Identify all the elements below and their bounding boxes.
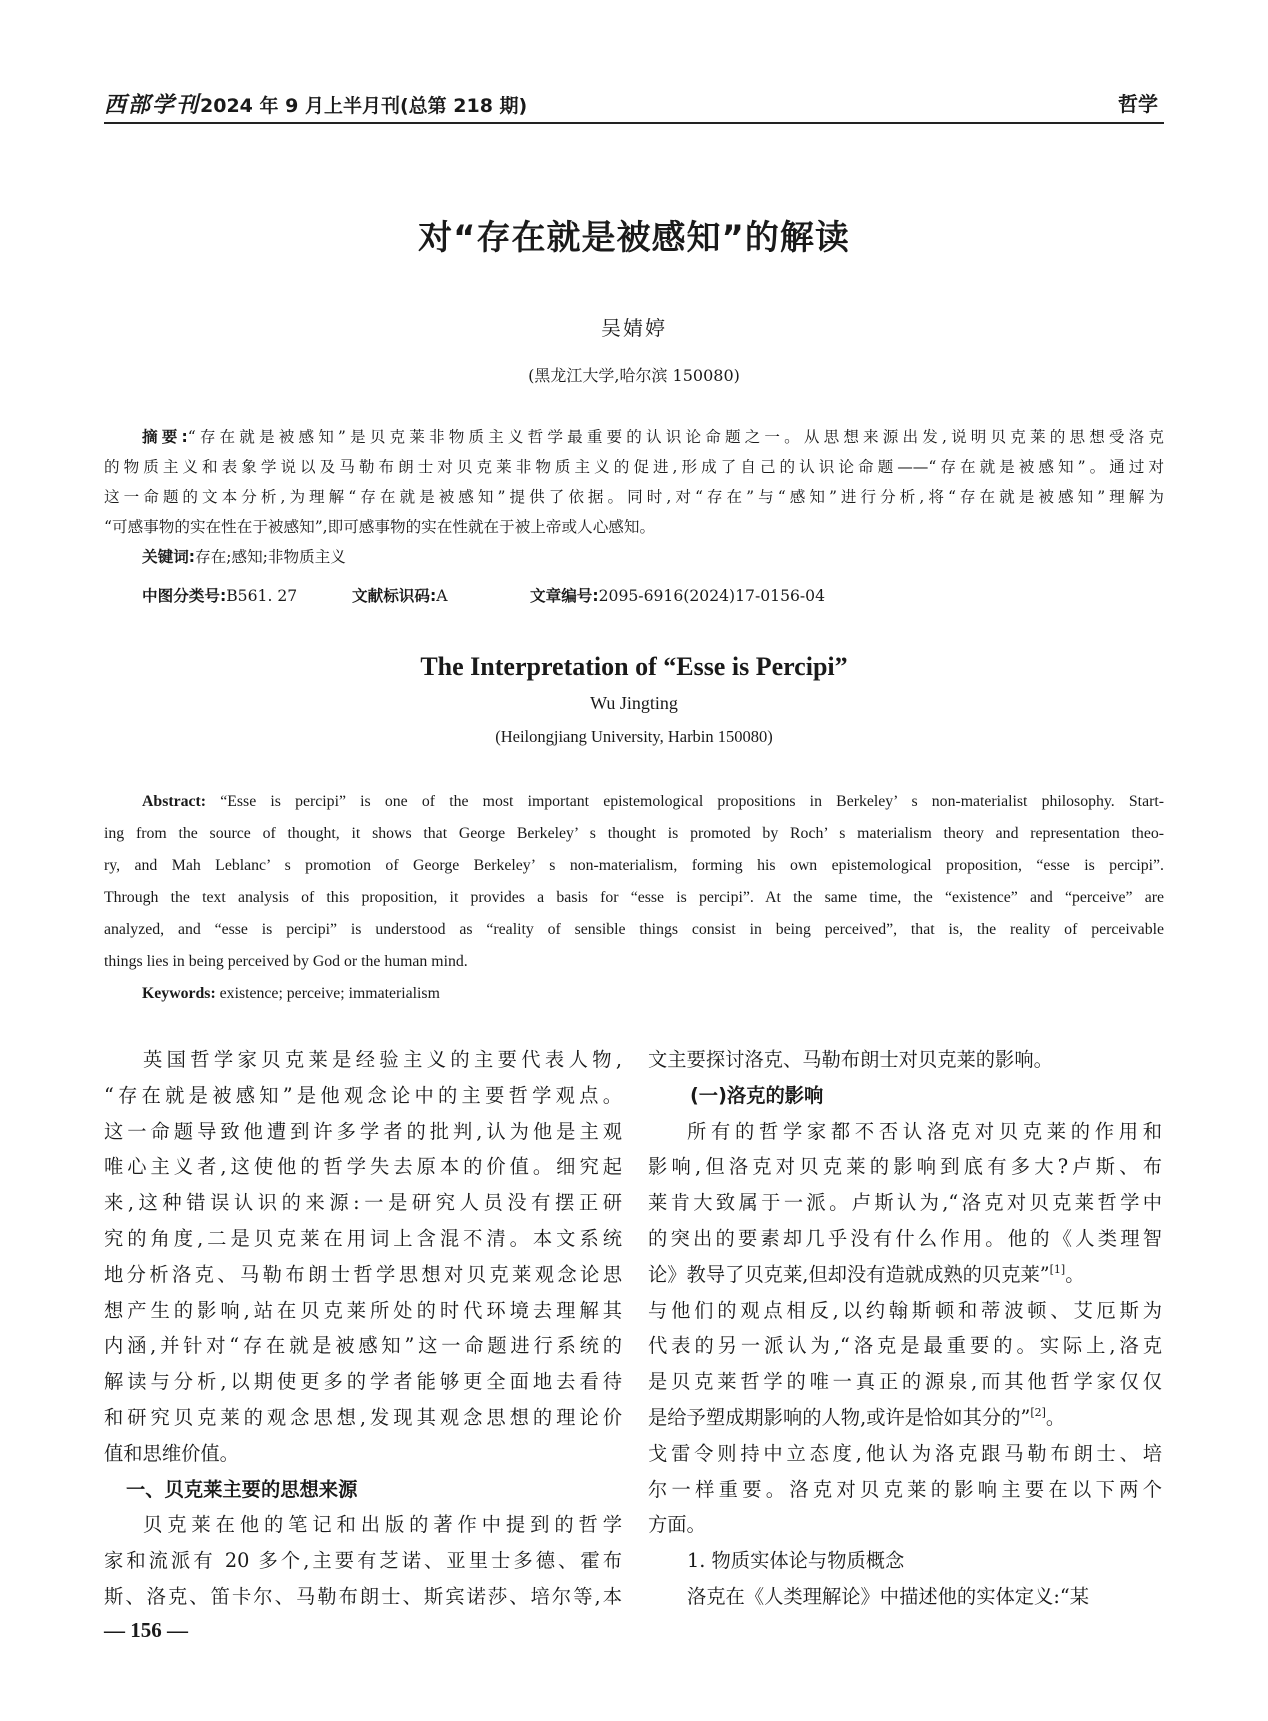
abstract-en-line: Through the text analysis of this proposition, it provides a basis for “esse is percipi”. At the same time, the “existence” and “perceive” are <box>104 889 1164 906</box>
abstract-en-line: Abstract: “Esse is percipi” is one of the most important epistemological propositions in Berkeley’ s non-materialist philosophy. Start- <box>142 793 1164 810</box>
abstract-en-line: things lies in being perceived by God or the human mind. <box>104 953 468 970</box>
page-number: — 156 — <box>104 1618 188 1642</box>
abstract-cn-label: 摘要: <box>142 428 188 446</box>
document-code: A <box>436 587 448 605</box>
body-line: 和研究贝克莱的观念思想,发现其观念思想的理论价 <box>104 1405 622 1429</box>
keywords-cn-value: 存在;感知;非物质主义 <box>195 548 346 566</box>
abstract-en-line: analyzed, and “esse is percipi” is understood as “reality of sensible things consist in being perceived”, that is, the reality of perceivable <box>104 921 1164 938</box>
body-line: 代表的另一派认为,“洛克是最重要的。实际上,洛克 <box>648 1334 1162 1358</box>
keywords-en-value: existence; perceive; immaterialism <box>219 985 440 1002</box>
affiliation-en: (Heilongjiang University, Harbin 150080) <box>495 727 773 746</box>
body-line: 是给予塑成期影响的人物,或许是恰如其分的”[2]。 <box>648 1405 1066 1429</box>
article-title-en: The Interpretation of “Esse is Percipi” <box>420 652 848 681</box>
keywords-en-label: Keywords: <box>142 985 216 1002</box>
abstract-en-label: Abstract: <box>142 793 207 810</box>
citation[interactable]: [2] <box>1030 1405 1046 1419</box>
body-line: 是贝克莱哲学的唯一真正的源泉,而其他哲学家仅仅 <box>648 1370 1162 1394</box>
body-line: 所有的哲学家都不否认洛克对贝克莱的作用和 <box>687 1119 1162 1143</box>
body-line: 贝克莱在他的笔记和出版的著作中提到的哲学 <box>143 1513 622 1537</box>
body-line: 地分析洛克、马勒布朗士哲学思想对贝克莱观念论思 <box>104 1262 622 1286</box>
body-line: 想产生的影响,站在贝克莱所处的时代环境去理解其 <box>104 1298 622 1322</box>
body-line: 内涵,并针对“存在就是被感知”这一命题进行系统的 <box>104 1334 622 1358</box>
body-line: 戈雷令则持中立态度,他认为洛克跟马勒布朗士、培 <box>648 1441 1162 1465</box>
body-line: 的突出的要素却几乎没有什么作用。他的《人类理智 <box>648 1226 1162 1250</box>
body-line: 影响,但洛克对贝克莱的影响到底有多大?卢斯、布 <box>648 1155 1162 1179</box>
section-label: 哲学 <box>1118 92 1158 116</box>
article-number: 2095-6916(2024)17-0156-04 <box>598 587 826 605</box>
keywords-cn <box>104 542 1164 572</box>
abstract-cn-line: “可感事物的实在性在于被感知”,即可感事物的实在性就在于被上帝或人心感知。 <box>104 518 656 536</box>
body-line: 唯心主义者,这使他的哲学失去原本的价值。细究起 <box>104 1155 622 1179</box>
body-line: “存在就是被感知”是他观念论中的主要哲学观点。 <box>104 1083 622 1107</box>
abstract-cn-line: 摘要:“存在就是被感知”是贝克莱非物质主义哲学最重要的认识论命题之一。从思想来源出发,说明贝克莱的思想受洛克 <box>142 428 1164 446</box>
classification-row: 中图分类号:B561. 27 文献标识码:A 文章编号:2095-6916(2024)17-0156-04 <box>142 587 826 605</box>
subsection-heading: (一)洛克的影响 <box>690 1083 824 1107</box>
abstract-cn-line: 的物质主义和表象学说以及马勒布朗士对贝克莱非物质主义的促进,形成了自己的认识论命题——“存在就是被感知”。通过对 <box>104 458 1164 476</box>
keywords-en <box>104 978 1164 1010</box>
body-line: 英国哲学家贝克莱是经验主义的主要代表人物, <box>143 1048 622 1071</box>
body-column-left <box>104 1042 622 1615</box>
body-line: 方面。 <box>648 1513 706 1537</box>
citation[interactable]: [1] <box>1049 1262 1066 1276</box>
affiliation-cn: (黑龙江大学,哈尔滨 150080) <box>528 366 740 385</box>
abstract-cn-line: 这一命题的文本分析,为理解“存在就是被感知”提供了依据。同时,对“存在”与“感知”进行分析,将“存在就是被感知”理解为 <box>104 488 1164 506</box>
section-heading: 一、贝克莱主要的思想来源 <box>126 1477 358 1501</box>
body-line: 文主要探讨洛克、马勒布朗士对贝克莱的影响。 <box>648 1048 1053 1071</box>
body-line: 家和流派有 20 多个,主要有芝诺、亚里士多德、霍布 <box>104 1549 622 1573</box>
body-line: 洛克在《人类理解论》中描述他的实体定义:“某 <box>687 1584 1089 1608</box>
author-en: Wu Jingting <box>590 693 678 713</box>
abstract-en-line: ry, and Mah Leblanc’ s promotion of George Berkeley’ s non-materialism, forming his own epistemological proposition, “esse is percipi”. <box>104 857 1164 874</box>
body-line: 究的角度,二是贝克莱在用词上含混不清。本文系统 <box>104 1226 622 1250</box>
body-line: 尔一样重要。洛克对贝克莱的影响主要在以下两个 <box>648 1477 1162 1501</box>
body-line: 论》教导了贝克莱,但却没有造就成熟的贝克莱”[1]。 <box>648 1262 1085 1286</box>
author-cn: 吴婧婷 <box>601 316 667 340</box>
abstract-cn <box>104 422 1164 572</box>
keywords-cn-label: 关键词: <box>142 548 196 566</box>
journal-logo: 西部学刊 <box>104 92 201 118</box>
body-line: 与他们的观点相反,以约翰斯顿和蒂波顿、艾厄斯为 <box>648 1298 1162 1322</box>
abstract-en-line: ing from the source of thought, it shows that George Berkeley’ s thought is promoted by Roch’ s materialism theory and representation theo- <box>104 825 1164 842</box>
body-column-right <box>648 1042 1162 1615</box>
journal-issue: 2024 年 9 月上半月刊(总第 218 期) <box>200 95 528 117</box>
body-line: 解读与分析,以期使更多的学者能够更全面地去看待 <box>104 1370 622 1394</box>
article-title-cn: 对“存在就是被感知”的解读 <box>418 218 850 258</box>
body-line: 斯、洛克、笛卡尔、马勒布朗士、斯宾诺莎、培尔等,本 <box>104 1584 622 1608</box>
body-line: 这一命题导致他遭到许多学者的批判,认为他是主观 <box>104 1119 622 1143</box>
clc-number: B561. 27 <box>226 587 298 605</box>
journal-name <box>104 88 527 119</box>
body-line: 值和思维价值。 <box>104 1441 239 1465</box>
body-line: 莱肯大致属于一派。卢斯认为,“洛克对贝克莱哲学中 <box>648 1191 1162 1215</box>
body-line: 来,这种错误认识的来源:一是研究人员没有摆正研 <box>104 1191 622 1215</box>
page-header <box>104 86 1164 124</box>
abstract-en <box>104 786 1164 1010</box>
numbered-subheading: 1. 物质实体论与物质概念 <box>687 1549 905 1573</box>
